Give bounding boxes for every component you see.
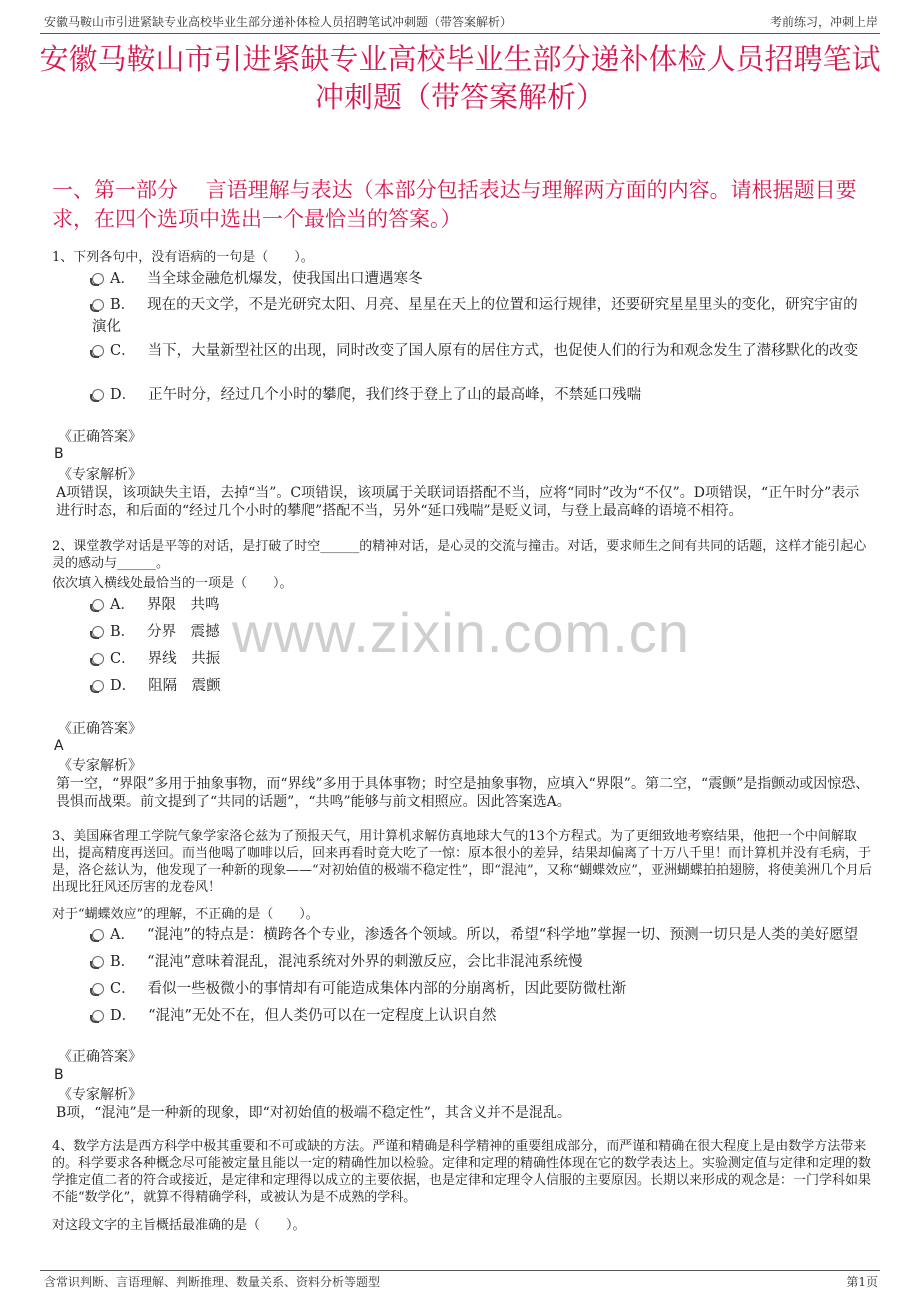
explanation: 第一空，“界限”多用于抽象事物，而“界线”多用于具体事物；时空是抽象事物，应填入“界限”。第二空，“震颤”是指颤动或因惊恐、畏惧而战栗。前文提到了“共同的话题”，“共鸣”能够与前文相照应。因此答案选A。 (56, 776, 870, 810)
question-stem: 4、数学方法是西方科学中极其重要和不可或缺的方法。严谨和精确是科学精神的重要组成部分，而严谨和精确在很大程度上是由数学方法带来的。科学要求各种概念尽可能被定量且能以一定的精确性加以检验。定律和定理的精确性体现在它的数学表达上。实验测定值与定律和定理的数学推定值二者的符合或接近，是定律和定理得以成立的主要依据，也是定律和定理令人信服的主要原因。长期以来形成的观念是：一门学科如果不能“数学化”，就算不得精确学科，或被认为是不成熟的学科。 (52, 1139, 872, 1205)
radio-icon[interactable] (92, 956, 104, 968)
question-stem: 1、下列各句中，没有语病的一句是（ ）。 (52, 250, 314, 265)
expert-label: 《专家解析》 (58, 467, 142, 483)
radio-icon[interactable] (92, 345, 104, 357)
radio-icon[interactable] (92, 653, 104, 665)
option-c[interactable]: C． 界线 共振 (92, 648, 866, 670)
radio-icon[interactable] (92, 299, 104, 311)
question-prompt: 对于“蝴蝶效应”的理解，不正确的是（ ）。 (52, 907, 319, 922)
page-footer (40, 1270, 880, 1291)
answer-value: B (54, 1067, 64, 1083)
explanation: B项，“混沌”是一种新的现象，即“对初始值的极端不稳定性”，其含义并不是混乱。 (56, 1105, 571, 1121)
answer-label: 《正确答案》 (58, 429, 142, 445)
option-c[interactable]: C． 当下，大量新型社区的出现，同时改变了国人原有的居住方式，也促使人们的行为和观念发生了潜移默化的改变 (92, 340, 866, 362)
option-a[interactable]: A． 当全球金融危机爆发，使我国出口遭遇寒冬 (92, 268, 866, 290)
radio-icon[interactable] (92, 983, 104, 995)
expert-label: 《专家解析》 (58, 1087, 142, 1103)
radio-icon[interactable] (92, 599, 104, 611)
option-d[interactable]: D． 正午时分，经过几个小时的攀爬，我们终于登上了山的最高峰，不禁延口残喘 (92, 384, 866, 406)
page-number: 第1页 (846, 1275, 878, 1289)
option-c[interactable]: C． 看似一些极微小的事情却有可能造成集体内部的分崩离析，因此要防微杜渐 (92, 978, 866, 1000)
header-slogan: 考前练习，冲刺上岸 (769, 15, 878, 29)
option-b[interactable]: B． 现在的天文学，不是光研究太阳、月亮、星星在天上的位置和运行规律，还要研究星星里头的变化，研究宇宙的演化 (92, 297, 858, 335)
explanation: A项错误，该项缺失主语，去掉“当”。C项错误，该项属于关联词语搭配不当，应将“同时”改为“不仅”。D项错误，“正午时分”表示进行时态，和后面的“经过几个小时的攀爬”搭配不当，另外“延口残喘”是贬义词，与登上最高峰的语境不相符。 (56, 485, 860, 519)
radio-icon[interactable] (92, 273, 104, 285)
page-header (40, 13, 880, 34)
option-a[interactable]: A． 界限 共鸣 (92, 594, 866, 616)
document-title: 安徽马鞍山市引进紧缺专业高校毕业生部分递补体检人员招聘笔试冲刺题（带答案解析） (39, 42, 881, 114)
radio-icon[interactable] (92, 626, 104, 638)
answer-value: B (54, 446, 64, 462)
question-stem: 2、课堂教学对话是平等的对话，是打破了时空______的精神对话，是心灵的交流与撞击。对话，要求师生之间有共同的话题，这样才能引起心灵的感动与______。 (52, 539, 867, 571)
radio-icon[interactable] (92, 389, 104, 401)
option-a[interactable]: A． “混沌”的特点是：横跨各个专业，渗透各个领域。所以，希望“科学地”掌握一切、预测一切只是人类的美好愿望 (92, 924, 866, 946)
section-heading: 一、第一部分 言语理解与表达（本部分包括表达与理解两方面的内容。请根据题目要求，在四个选项中选出一个最恰当的答案。） (52, 178, 857, 231)
option-d[interactable]: D． 阻隔 震颤 (92, 675, 866, 697)
answer-label: 《正确答案》 (58, 1049, 142, 1065)
footer-description: 含常识判断、言语理解、判断推理、数量关系、资料分析等题型 (44, 1275, 381, 1289)
radio-icon[interactable] (92, 1010, 104, 1022)
option-b[interactable]: B． 分界 震撼 (92, 621, 866, 643)
watermark: www.zixin.com.cn (232, 601, 690, 664)
answer-label: 《正确答案》 (58, 721, 142, 737)
radio-icon[interactable] (92, 680, 104, 692)
expert-label: 《专家解析》 (58, 758, 142, 774)
radio-icon[interactable] (92, 929, 104, 941)
question-prompt: 对这段文字的主旨概括最准确的是（ ）。 (52, 1218, 306, 1233)
answer-value: A (54, 738, 64, 754)
question-stem: 3、美国麻省理工学院气象学家洛仑兹为了预报天气，用计算机求解仿真地球大气的13个方程式。为了更细致地考察结果，他把一个中间解取出，提高精度再送回。而当他喝了咖啡以后，回来再看时竟大吃了一惊：原本很小的差异，结果却偏离了十万八千里！而计算机并没有毛病，于是，洛仑兹认为，他发现了一种新的现象——“对初始值的极端不稳定性”，即“混沌”，又称“蝴蝶效应”，亚洲蝴蝶拍拍翅膀，将使美洲几个月后出现比狂风还厉害的龙卷风！ (52, 829, 872, 895)
option-b[interactable]: B． “混沌”意味着混乱，混沌系统对外界的刺激反应，会比非混沌系统慢 (92, 951, 866, 973)
header-title: 安徽马鞍山市引进紧缺专业高校毕业生部分递补体检人员招聘笔试冲刺题（带答案解析） (44, 15, 513, 29)
option-d[interactable]: D． “混沌”无处不在，但人类仍可以在一定程度上认识自然 (92, 1005, 866, 1027)
question-prompt: 依次填入横线处最恰当的一项是（ ）。 (52, 576, 293, 591)
